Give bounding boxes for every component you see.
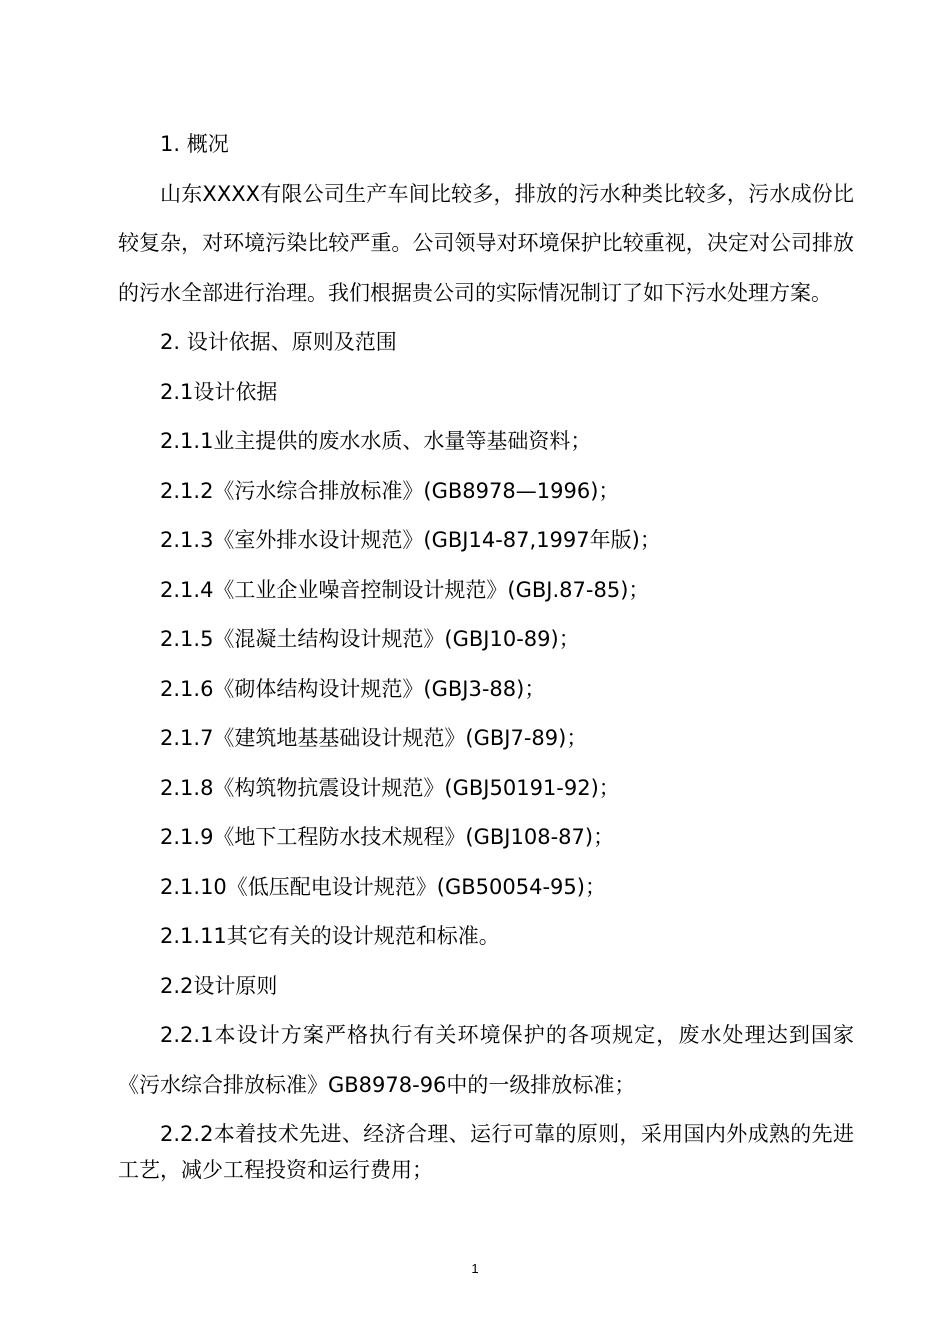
list-item-basis-10: 2.1.10《低压配电设计规范》(GB50054-95)； bbox=[160, 874, 606, 899]
list-item-basis-8: 2.1.8《构筑物抗震设计规范》(GBJ50191-92)； bbox=[160, 775, 620, 800]
list-item-basis-3: 2.1.3《室外排水设计规范》(GBJ14-87,1997年版)； bbox=[160, 528, 661, 552]
page-number: 1 bbox=[471, 1261, 479, 1276]
heading-design-principles: 2.2设计原则 bbox=[160, 973, 278, 998]
list-item-basis-7: 2.1.7《建筑地基基础设计规范》(GBJ7-89)； bbox=[160, 726, 588, 750]
list-item-basis-4: 2.1.4《工业企业噪音控制设计规范》(GBJ.87-85)； bbox=[160, 577, 650, 602]
list-item-basis-1: 2.1.1业主提供的废水水质、水量等基础资料； bbox=[160, 429, 592, 453]
document-body bbox=[118, 120, 854, 1188]
heading-design-basis-principles-scope: 2. 设计依据、原则及范围 bbox=[160, 330, 397, 354]
list-item-basis-2: 2.1.2《污水综合排放标准》(GB8978—1996)； bbox=[160, 478, 620, 503]
paragraph-overview: 山东XXXX有限公司生产车间比较多，排放的污水种类比较多，污水成份比较复杂，对环境污染比较严重。公司领导对环境保护比较重视，决定对公司排放的污水全部进行治理。我们根据贵公司的实际情况制订了如下污水处理方案。 bbox=[118, 181, 854, 305]
heading-overview: 1. 概况 bbox=[160, 132, 229, 156]
list-item-basis-11: 2.1.11其它有关的设计规范和标准。 bbox=[160, 924, 500, 948]
list-item-principle-1: 2.2.1本设计方案严格执行有关环境保护的各项规定，废水处理达到国家《污水综合排放标准》GB8978-96中的一级排放标准； bbox=[118, 1023, 854, 1097]
heading-design-basis: 2.1设计依据 bbox=[160, 379, 278, 404]
list-item-basis-5: 2.1.5《混凝土结构设计规范》(GBJ10-89)； bbox=[160, 627, 580, 651]
list-item-basis-9: 2.1.9《地下工程防水技术规程》(GBJ108-87)； bbox=[160, 825, 615, 849]
list-item-basis-6: 2.1.6《砌体结构设计规范》(GBJ3-88)； bbox=[160, 676, 546, 701]
list-item-principle-2: 2.2.2本着技术先进、经济合理、运行可靠的原则，采用国内外成熟的先进工艺，减少工程投资和运行费用； bbox=[118, 1122, 854, 1182]
